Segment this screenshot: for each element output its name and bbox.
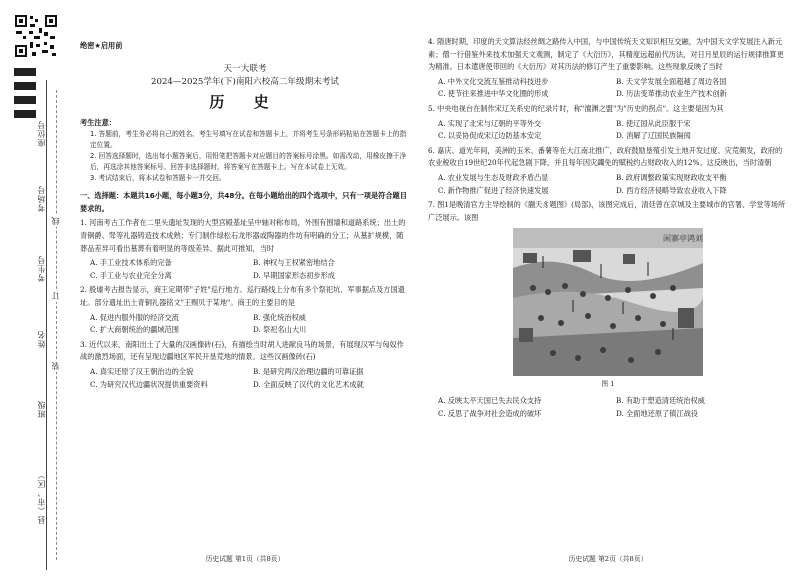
option-c: C. 手工业与农业完全分离 (90, 270, 172, 280)
painting-banner-text: 闲寨亭鸿刘 (663, 234, 703, 244)
question-stem: 5. 中央电视台在制作宋辽关系史的纪录片时，称"澶渊之盟"为"历史的拐点"。这主要是因为其 (428, 103, 724, 113)
alliance-name: 天一大联考 (223, 63, 267, 74)
option-d: D. 全面地还原了镇江战役 (616, 408, 698, 418)
option-a: A. 农业发展与生态及财政矛盾凸显 (438, 172, 549, 182)
option-b: B. 神权与王权紧密地结合 (253, 258, 335, 268)
name-label: 姓名 (37, 330, 46, 348)
question-7 (428, 199, 788, 420)
page-footer: 历史试题 第2页（共8页） (568, 555, 648, 564)
option-d: D. 全面反映了汉代的文化艺术成就 (253, 379, 364, 389)
option-d: D. 消解了辽国民族隔阂 (616, 131, 691, 141)
notice-heading: 考生注意： (80, 117, 116, 127)
option-b: B. 有助于塑造清廷统治权威 (616, 395, 705, 405)
option-c: C. 以妥协促成宋辽边防基本安定 (438, 131, 542, 141)
question-stem: 3. 近代以来，南阳出土了大量的汉画像砖(石)，有描绘当时胡人进献良马的场景，有展现汉军与匈奴作战的激烈场面，还有呈现边疆地区军民开垦荒地的情景。这些汉画像砖(石) (80, 339, 404, 362)
question-5 (428, 103, 788, 143)
option-d: D. 历法变革推动农业生产技术创新 (616, 89, 727, 99)
option-a: A. 中外文化交流互鉴推动科技进步 (438, 76, 549, 86)
question-stem: 6. 嘉庆、道光年间，美洲的玉米、番薯等在大江南北推广，政府鼓励垦殖引发土地开发过度、灾荒频发，政府的农业税收自19世纪20年代起急剧下降，并且每年因灾蠲免的赋税约占财政收入的12%。这反映出，当时清朝 (428, 145, 783, 168)
option-b: B. 天文学发展全面超越了周边各国 (616, 76, 727, 86)
exam-page-1 (80, 36, 410, 566)
figure-caption: 图 1 (601, 380, 615, 389)
binding-margin (0, 0, 78, 579)
question-4 (428, 36, 788, 101)
class-label: 班级 (37, 400, 46, 418)
option-c: C. 反思了战争对社会造成的破坏 (438, 408, 542, 418)
binding-mark-line: 线 (51, 217, 60, 225)
notice-item: 1. 答题前，考生务必将自己的姓名、考生号填写在试卷和答题卡上，并将考生号条形码粘贴在答题卡上的指定位置。 (90, 130, 407, 150)
option-a: A. 反映太平天国已失去民众支持 (438, 395, 542, 405)
question-1 (80, 217, 410, 282)
county-label: 县（市、区） (37, 470, 46, 524)
option-a: A. 促进内服外服的经济交流 (90, 312, 179, 322)
option-c: C. 扩大商朝统治的疆域范围 (90, 325, 179, 335)
exam-page-2 (428, 36, 788, 566)
qr-code (14, 14, 58, 58)
question-stem: 1. 河南考古工作者在二里头遗址发现的大型宫殿基址呈中轴对称布局，外围有围墙和道路系统；出土的青铜爵、斝等礼器铸造技术成熟；专门制作绿松石龙形器或陶器的作坊有明确的分工；从墓扩规模，随葬品差异可看出墓葬有着明显的等级差异。据此可推知，当时 (80, 218, 406, 253)
question-stem: 2. 殷墟考古报告显示，商王定期带"子姓"巡行地方。巡行路线上分布有多个祭祀坑、军事据点及方国遗址。部分遗址出土青铜礼器铭文"王赐贝于某地"。商王的主要目的是 (80, 285, 405, 307)
question-stem: 4. 隋唐时期，印度的天文算法经丝绸之路传入中国，与中国传统天文知识相互交融，为中国天文学发展注入新元素；僧一行借鉴外来技术加强天文观测，制定了《大衍历》，其精度远超前代历法，对日月星辰的运行规律推算更为精准。日本遣唐使带回的《大衍历》对其历法的修订产生了重要影响。这些现象反映了当时 (428, 37, 784, 72)
option-a: A. 实现了北宋与辽朝的平等外交 (438, 118, 542, 128)
option-b: B. 使辽国从此臣服于宋 (616, 118, 691, 128)
notice-item: 2. 回答选择题时，选出每小题答案后，用铅笔把答题卡对应题目的答案标号涂黑。如需改动，用橡皮擦干净后，再选涂其他答案标号。回答非选择题时，将答案写在答题卡上。写在本试卷上无效。 (90, 152, 407, 172)
cut-line (56, 90, 57, 560)
option-a: A. 真实还原了汉王朝治边的全貌 (90, 366, 194, 376)
option-d: D. 西方经济侵略导致农业收入下降 (616, 185, 727, 195)
section-heading: 一、选择题：本题共16小题，每小题3分，共48分。在每小题给出的四个选项中，只有一项是符合题目要求的。 (80, 191, 407, 213)
subject-title: 历 史 (209, 92, 281, 111)
option-c: C. 新作物推广促进了经济快速发展 (438, 185, 549, 195)
battle-painting-figure (513, 228, 703, 376)
option-d: D. 祭祀名山大川 (253, 325, 307, 335)
exam-name: 2024—2025学年(下)南阳六校高二年级期末考试 (151, 76, 339, 87)
question-6 (428, 145, 788, 197)
page-footer: 历史试题 第1页（共8页） (205, 555, 285, 564)
confidential-mark: 绝密★启用前 (80, 41, 123, 50)
notice-item: 3. 考试结束后，将本试卷和答题卡一并交回。 (90, 174, 226, 183)
question-3 (80, 339, 410, 391)
option-b: B. 是研究两汉治理边疆的可靠证据 (253, 366, 364, 376)
binding-mark-order: 订 (51, 292, 60, 300)
question-stem: 7. 图1是晚清官方主导绘制的《蒯天豸题图》(局部)，该图完成后，清廷曾在京城及主要城市的官署、学堂等场所广泛展示。该图 (428, 200, 786, 222)
option-a: A. 手工业技术体系的完备 (90, 258, 172, 268)
seat-number-label: 座位号 (37, 120, 46, 147)
binding-mark-bind: 装 (51, 362, 60, 370)
exam-room-label: 考场号 (37, 185, 46, 212)
option-b: B. 政府调整政策实现财政收支平衡 (616, 172, 727, 182)
option-b: B. 强化统治权威 (253, 312, 306, 322)
candidate-number-label: 考生号 (37, 255, 46, 282)
question-2 (80, 284, 410, 336)
option-d: D. 早期国家形态初步形成 (253, 270, 335, 280)
option-c: C. 为研究汉代边疆状况提供重要资料 (90, 379, 208, 389)
option-c: C. 使节往来推进中华文化圈的形成 (438, 89, 549, 99)
